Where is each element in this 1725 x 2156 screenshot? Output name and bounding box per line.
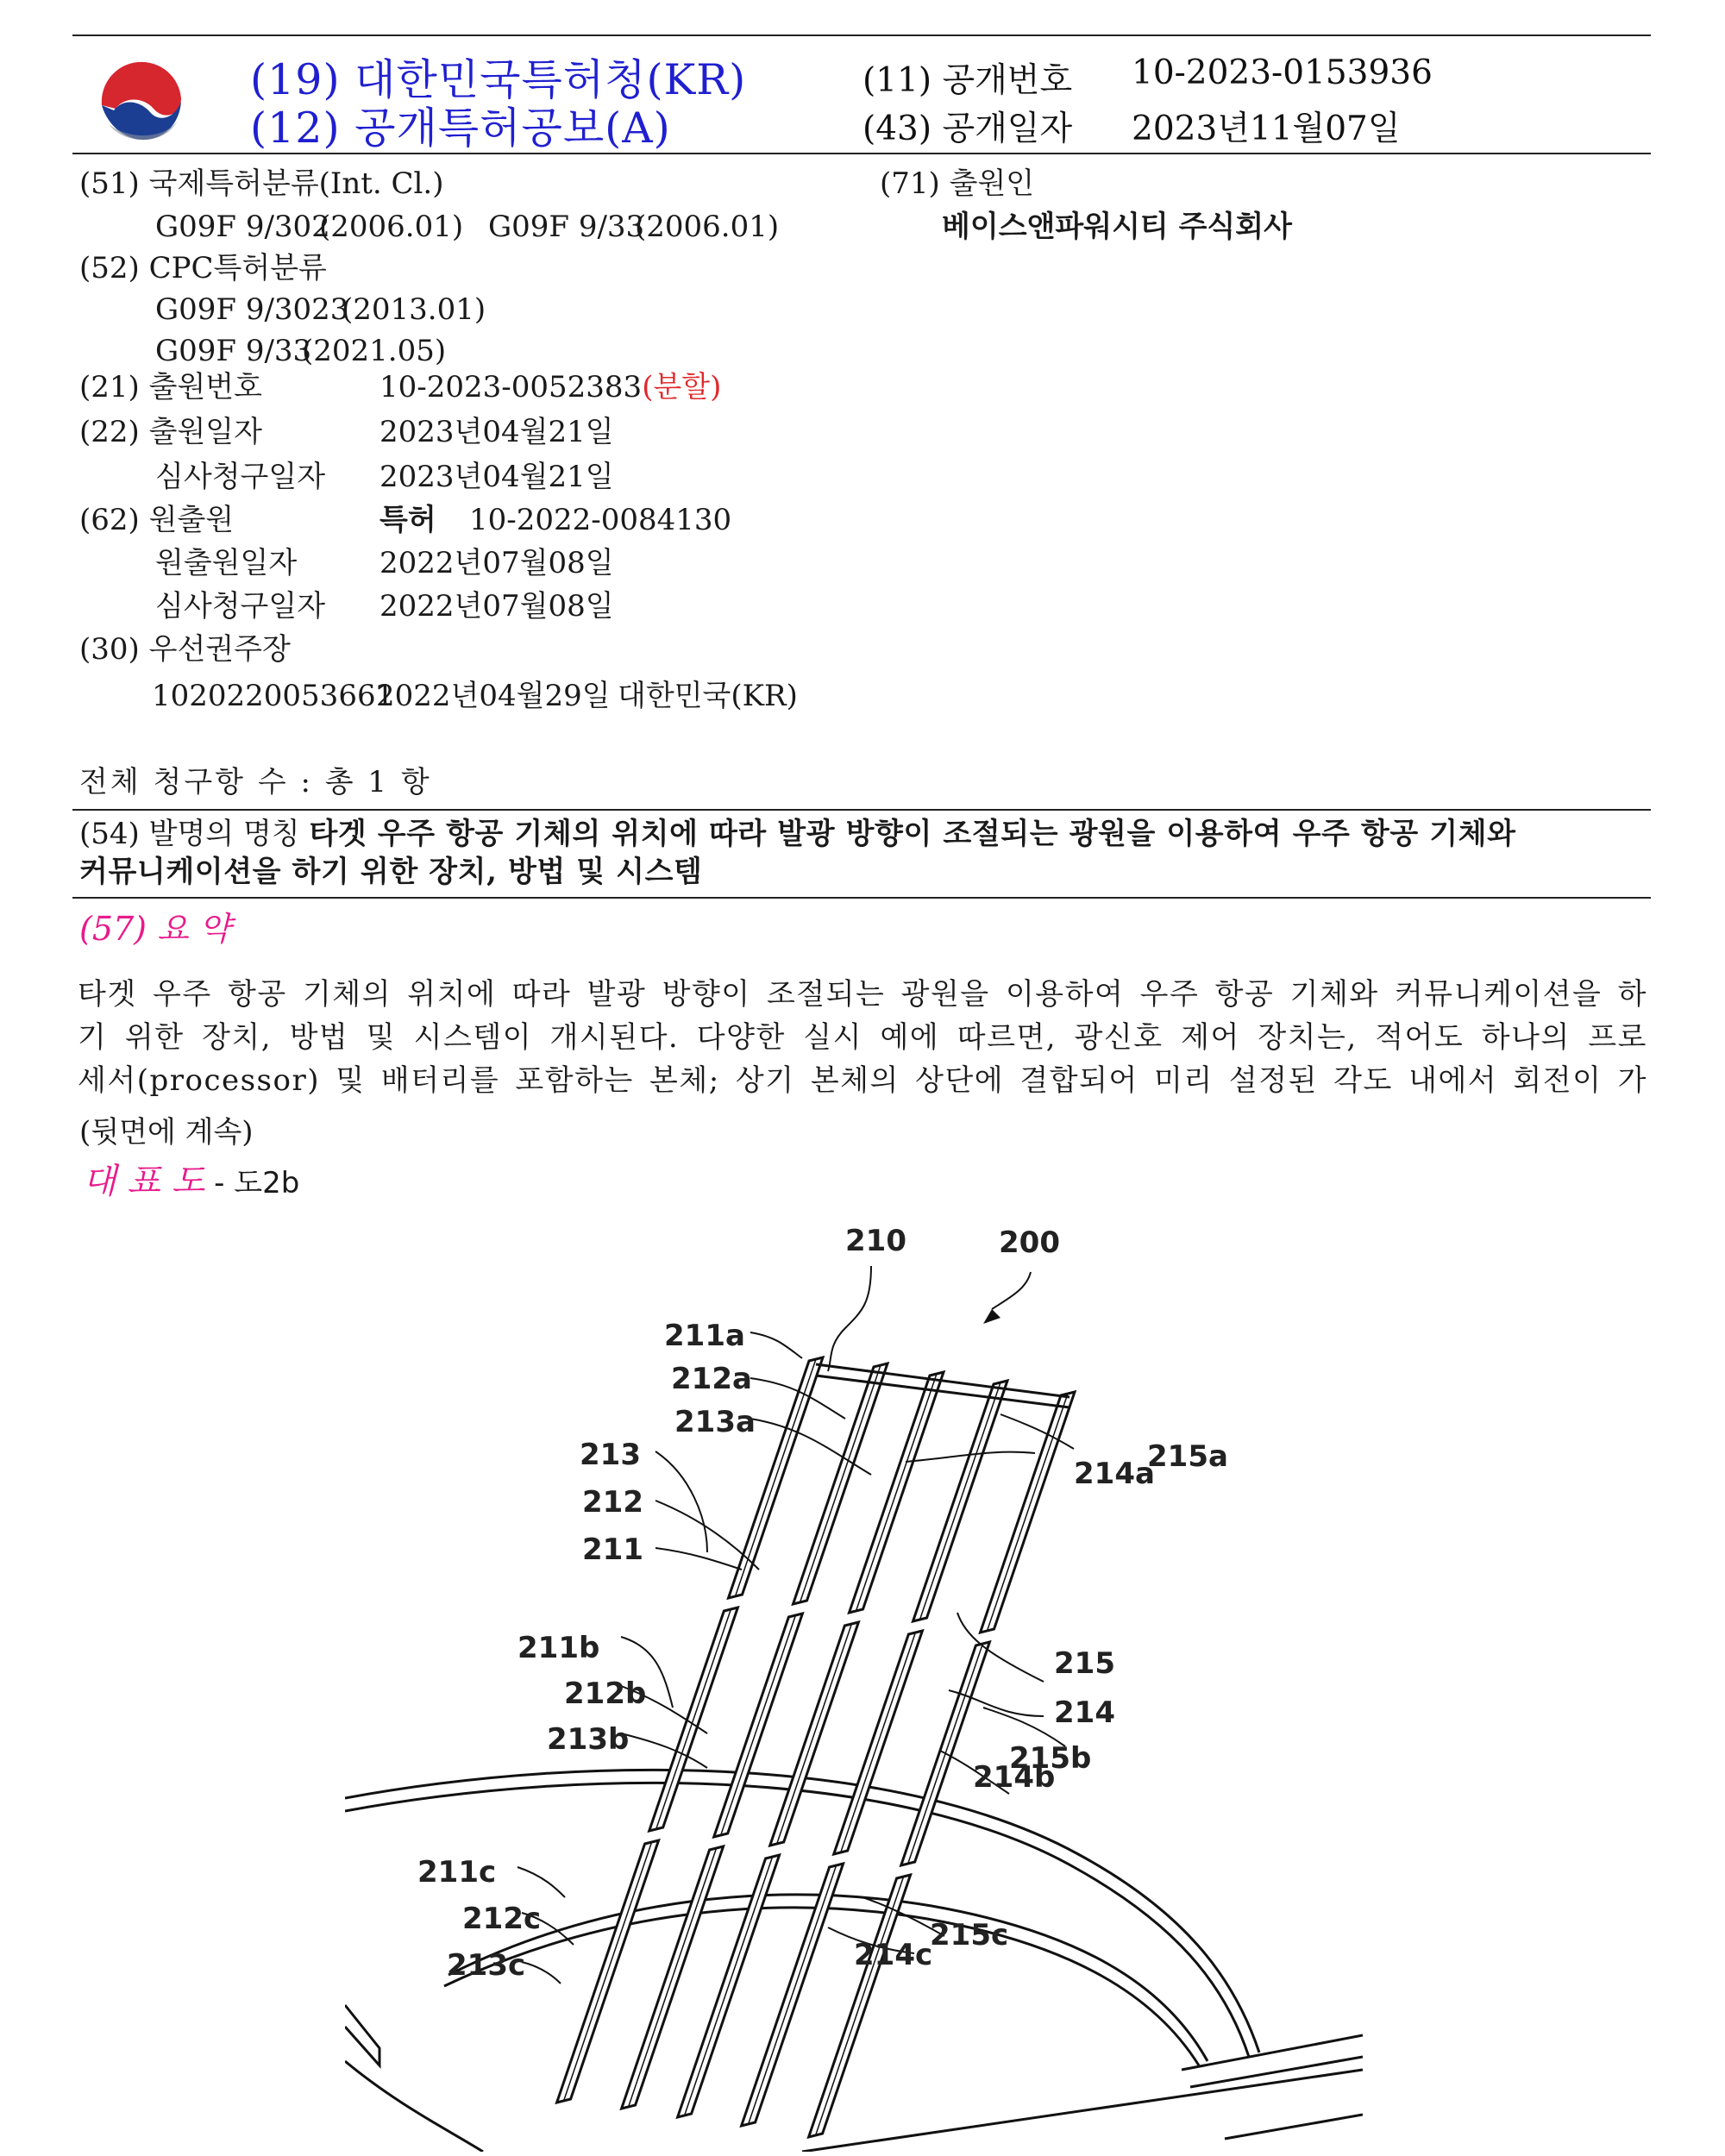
exam-request-date: 2023년04월21일 <box>380 460 614 494</box>
cpc-version-2: (2021.05) <box>302 334 447 368</box>
ipc-version-2: (2006.01) <box>635 210 780 244</box>
continued-note: (뒷면에 계속) <box>79 1115 254 1150</box>
parent-application-label: (62) 원출원 <box>79 503 235 537</box>
bottom-track <box>802 2070 1363 2152</box>
application-number-label: (21) 출원번호 <box>79 370 262 404</box>
left-bottom-arc <box>345 2061 483 2152</box>
invention-title-line2: 커뮤니케이션을 하기 위한 장치, 방법 및 시스템 <box>79 855 703 889</box>
ipc-code-1: G09F 9/302 <box>155 210 330 244</box>
invention-title-label: (54) 발명의 명칭 <box>79 817 300 851</box>
fig-label-215b: 215b <box>1009 1741 1092 1776</box>
priority-country: 대한민국(KR) <box>618 679 798 713</box>
invention-title-line1: 타겟 우주 항공 기체의 위치에 따라 발광 방향이 조절되는 광원을 이용하여 우주 항공 기체와 <box>309 817 1516 851</box>
rail-bar-edge-215a <box>988 1394 1069 1631</box>
abstract-line-1: 타겟 우주 항공 기체의 위치에 따라 발광 방향이 조절되는 광원을 이용하여 우주 항공 기체와 커뮤니케이션을 하 <box>78 977 1647 1012</box>
exam-request-label: 심사청구일자 <box>155 460 326 494</box>
filing-date: 2023년04월21일 <box>380 415 614 449</box>
application-number-value: 10-2023-0052383 <box>380 370 643 404</box>
inner-rail-arc <box>448 1895 1208 2061</box>
fig-label-212b: 212b <box>564 1677 647 1711</box>
parent-exam-label: 심사청구일자 <box>155 589 326 624</box>
application-number <box>380 370 722 404</box>
header-bottom-rule <box>72 153 1651 154</box>
invention-title-block <box>79 819 1516 849</box>
fig-label-214b: 214b <box>973 1760 1056 1795</box>
publication-date-label: (43) 공개일자 <box>862 110 1073 148</box>
ipc-version-1: (2006.01) <box>319 210 464 244</box>
fig-label-211a: 211a <box>664 1319 745 1353</box>
cpc-code-1: G09F 9/3023 <box>155 292 349 327</box>
rail-bar-edge-215c <box>816 1877 904 2135</box>
fig-label-215c: 215c <box>930 1918 1009 1952</box>
fig-label-211: 211 <box>582 1532 643 1567</box>
applicant-label: (71) 출원인 <box>880 166 1035 201</box>
fig-label-212a: 212a <box>671 1362 752 1396</box>
parent-date: 2022년07월08일 <box>380 546 614 580</box>
rail-bar-edge-214b <box>841 1633 916 1852</box>
publication-type-title: (12) 공개특허공보(A) <box>250 103 671 153</box>
abstract-line-3: 세서(processor) 및 배터리를 포함하는 본체; 상기 본체의 상단에 결합되어 미리 설정된 각도 내에서 회전이 가 <box>78 1063 1647 1098</box>
fig-label-215: 215 <box>1054 1646 1115 1681</box>
fig-label-214c: 214c <box>854 1938 933 1972</box>
priority-number: 1020220053661 <box>152 679 395 713</box>
fig-label-210: 210 <box>845 1224 906 1258</box>
left-track <box>345 2005 380 2065</box>
fig-label-213a: 213a <box>674 1405 756 1439</box>
division-note: (분할) <box>642 370 722 404</box>
fig-label-214: 214 <box>1054 1695 1115 1730</box>
priority-date: 2022년04월29일 <box>376 679 611 713</box>
publication-number: 10-2023-0153936 <box>1132 53 1433 92</box>
priority-label: (30) 우선권주장 <box>79 632 291 667</box>
parent-date-label: 원출원일자 <box>155 546 298 580</box>
applicant-name: 베이스앤파워시티 주식회사 <box>942 210 1292 244</box>
rail-bar-edge-211b <box>656 1609 731 1829</box>
claims-rule <box>72 809 1651 811</box>
fig-label-213c: 213c <box>447 1948 526 1983</box>
cpc-label: (52) CPC특허분류 <box>79 251 327 285</box>
fig-label-214a: 214a <box>1074 1457 1155 1491</box>
ipc-code-2: G09F 9/33 <box>488 210 645 244</box>
office-title: (19) 대한민국특허청(KR) <box>250 55 747 104</box>
patent-drawing <box>345 1212 1363 2152</box>
fig-label-212: 212 <box>582 1485 643 1520</box>
parent-application-number: 10-2022-0084130 <box>469 503 732 537</box>
right-track-top <box>1182 2035 1363 2070</box>
fig-label-212c: 212c <box>462 1902 542 1936</box>
cross-rod-top <box>816 1364 1070 1407</box>
representative-value: - 도2b <box>214 1166 300 1200</box>
representative-label: 대 표 도 <box>83 1162 205 1201</box>
cpc-code-2: G09F 9/33 <box>155 334 312 368</box>
publication-number-label: (11) 공개번호 <box>862 61 1073 100</box>
abstract-heading: (57) 요 약 <box>79 910 231 948</box>
fig-label-215a: 215a <box>1147 1439 1228 1474</box>
korea-taegeuk-emblem-icon <box>90 48 193 152</box>
parent-application-type: 특허 <box>380 503 436 537</box>
publication-date: 2023년11월07일 <box>1132 110 1401 148</box>
ipc-label: (51) 국제특허분류(Int. Cl.) <box>79 166 444 201</box>
parent-exam-date: 2022년07월08일 <box>380 589 614 624</box>
abstract-line-2: 기 위한 장치, 방법 및 시스템이 개시된다. 다양한 실시 예에 따르면, 광신호 제어 장치는, 적어도 하나의 프로 <box>78 1020 1647 1055</box>
claims-total: 전체 청구항 수 : 총 1 항 <box>79 765 432 799</box>
right-track-bottom <box>1225 2115 1363 2139</box>
cpc-version-1: (2013.01) <box>342 292 486 327</box>
fig-label-213: 213 <box>580 1438 641 1472</box>
fig-label-211b: 211b <box>518 1631 600 1665</box>
header-top-rule <box>72 34 1651 36</box>
rail-bar-edge-214a <box>920 1382 1001 1620</box>
fig-label-200: 200 <box>999 1225 1060 1260</box>
fig-label-213b: 213b <box>547 1722 630 1757</box>
filing-date-label: (22) 출원일자 <box>79 415 262 449</box>
representative-figure <box>83 1164 299 1199</box>
title-rule <box>72 897 1651 899</box>
fig-label-211c: 211c <box>417 1855 497 1890</box>
